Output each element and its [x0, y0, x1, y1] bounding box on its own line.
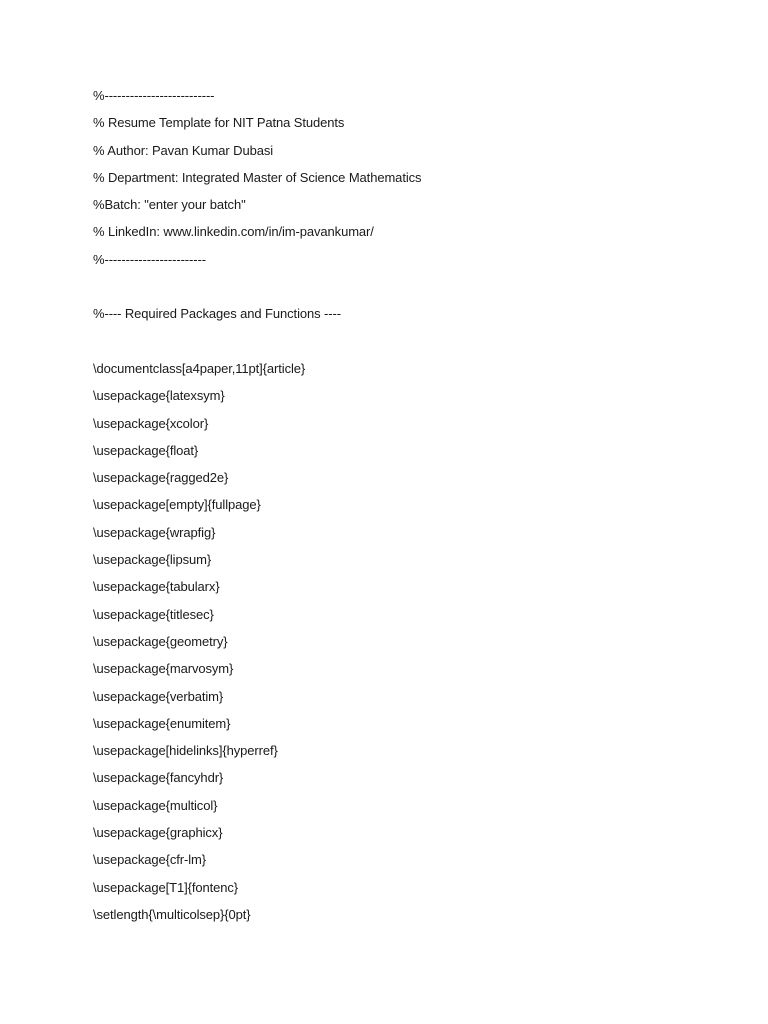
- text-line: \usepackage{float}: [93, 442, 199, 458]
- text-line: \usepackage{wrapfig}: [93, 524, 216, 540]
- text-line: \usepackage[empty]{fullpage}: [93, 497, 261, 513]
- text-line: \usepackage{marvosym}: [93, 661, 234, 677]
- text-line: % LinkedIn: www.linkedin.com/in/im-pavankumar/: [93, 224, 374, 240]
- text-line: %------------------------: [93, 251, 206, 267]
- text-line: \usepackage{ragged2e}: [93, 470, 229, 486]
- text-line: \usepackage{verbatim}: [93, 688, 224, 704]
- text-line: %Batch: "enter your batch": [93, 197, 246, 213]
- text-line: % Author: Pavan Kumar Dubasi: [93, 142, 274, 158]
- document-body: [93, 86, 733, 932]
- text-line: % Resume Template for NIT Patna Students: [93, 115, 345, 131]
- text-line: % Department: Integrated Master of Science Mathematics: [93, 169, 422, 185]
- text-line: \usepackage{geometry}: [93, 633, 228, 649]
- text-line: \usepackage[T1]{fontenc}: [93, 879, 239, 895]
- text-line: \usepackage{multicol}: [93, 797, 218, 813]
- text-line: \usepackage{fancyhdr}: [93, 770, 224, 786]
- text-line: \setlength{\multicolsep}{0pt}: [93, 906, 251, 922]
- text-line: \usepackage{lipsum}: [93, 552, 212, 568]
- text-line: \usepackage{latexsym}: [93, 388, 225, 404]
- text-line: %---- Required Packages and Functions ----: [93, 306, 341, 322]
- text-line: \documentclass[a4paper,11pt]{article}: [93, 360, 306, 376]
- blank-line: [93, 332, 733, 359]
- text-line: \usepackage[hidelinks]{hyperref}: [93, 743, 278, 759]
- text-line: \usepackage{graphicx}: [93, 825, 223, 841]
- text-line: \usepackage{enumitem}: [93, 715, 231, 731]
- text-line: \usepackage{tabularx}: [93, 579, 220, 595]
- blank-line: [93, 277, 733, 304]
- text-line: %--------------------------: [93, 88, 215, 103]
- text-line: \usepackage{xcolor}: [93, 415, 209, 431]
- text-line: \usepackage{cfr-lm}: [93, 852, 206, 868]
- text-line: \usepackage{titlesec}: [93, 606, 214, 622]
